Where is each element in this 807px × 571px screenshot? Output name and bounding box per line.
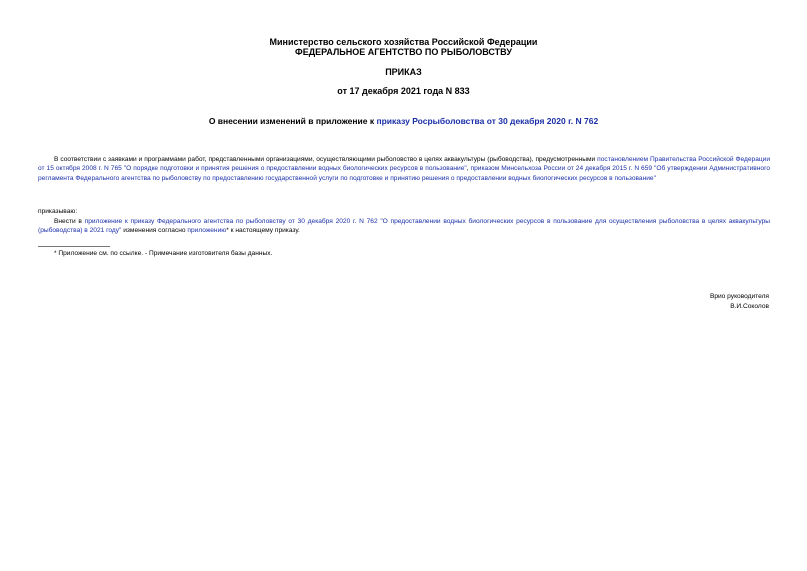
agency-heading: ФЕДЕРАЛЬНОЕ АГЕНТСТВО ПО РЫБОЛОВСТВУ [295, 47, 512, 57]
ministry-order-link[interactable]: приказом Минсельхоза России от 24 декабря 2015 г. N 659 "Об утверждении Административного регламента Федерального агентства по рыболовству по предоставлению государственной услуги по подготовке и принятию решения о предоставлении водных биологических ресурсов в пользование" [38, 165, 771, 182]
signatory-name: В.И.Соколов [730, 303, 769, 310]
body-text-1: Внести в [54, 218, 85, 225]
body-text-2: изменения согласно [121, 227, 188, 235]
signatory-position: Врио руководителя [709, 293, 769, 300]
preamble-text-1: В соответствии с заявками и программами работ, представленными организациями, осуществляющими рыболовство в целях аквакультуры (рыбоводства), предусмотренными [54, 156, 598, 163]
ministry-heading: Министерство сельского хозяйства Российской Федерации [269, 37, 538, 47]
body-text-3: * к настоящему приказу. [226, 227, 300, 235]
appendix-link[interactable]: приложению [187, 227, 227, 235]
appendix-order-link[interactable]: приложение к приказу Федерального агентства по рыболовству от 30 декабря 2020 г. N 762 "О предоставлении водных биологических ресурсов в пользование для осуществления рыболовства в целях аквакультуры (рыбоводства) в 2021 году" [38, 218, 771, 235]
footnote: * Приложение см. по ссылке. - Примечание изготовителя базы данных. [54, 250, 273, 257]
order-title [0, 116, 807, 126]
footnote-divider [38, 246, 110, 247]
preamble-paragraph [38, 155, 770, 183]
body-paragraph [38, 217, 770, 236]
order-heading: ПРИКАЗ [385, 67, 422, 77]
order-word: приказываю: [38, 208, 78, 215]
government-resolution-link[interactable]: постановлением Правительства Российской Федерации от 15 октября 2008 г. N 765 "О порядке подготовки и принятия решения о предоставлении водных биологических ресурсов в пользование" [38, 156, 771, 173]
preamble-text-2: , [466, 165, 471, 173]
title-order-link[interactable]: приказу Росрыболовства от 30 декабря 2020 г. N 762 [376, 116, 599, 126]
order-date-number: от 17 декабря 2021 года N 833 [337, 86, 470, 96]
title-prefix: О внесении изменений в приложение к [208, 116, 377, 126]
